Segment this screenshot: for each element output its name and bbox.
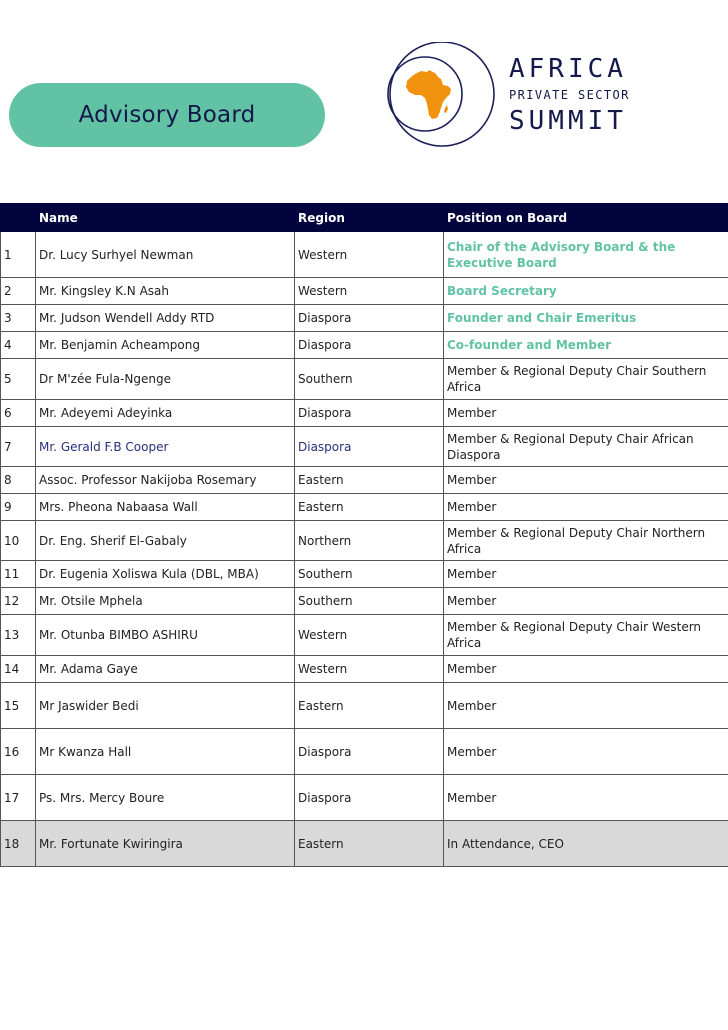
logo-line-summit: SUMMIT <box>509 106 627 136</box>
cell-position: Member <box>444 400 728 427</box>
cell-region: Northern <box>295 521 444 561</box>
cell-position: Board Secretary <box>444 278 728 305</box>
table-row <box>1 467 728 494</box>
table-row <box>1 305 728 332</box>
cell-region: Diaspora <box>295 305 444 332</box>
cell-region: Diaspora <box>295 775 444 821</box>
cell-position: Founder and Chair Emeritus <box>444 305 728 332</box>
cell-position: Member <box>444 775 728 821</box>
table-row <box>1 729 728 775</box>
advisory-board-table <box>0 203 728 867</box>
table-row <box>1 775 728 821</box>
table-row <box>1 521 728 561</box>
cell-position: Member <box>444 561 728 588</box>
cell-region: Diaspora <box>295 729 444 775</box>
cell-position: Member & Regional Deputy Chair African Diaspora <box>444 427 728 467</box>
cell-region: Western <box>295 615 444 656</box>
cell-region: Eastern <box>295 821 444 867</box>
cell-name: Mr. Otsile Mphela <box>36 588 295 615</box>
cell-position: Member <box>444 729 728 775</box>
cell-name: Dr. Eugenia Xoliswa Kula (DBL, MBA) <box>36 561 295 588</box>
table-row <box>1 359 728 400</box>
cell-name: Mr. Benjamin Acheampong <box>36 332 295 359</box>
cell-number: 6 <box>1 400 36 427</box>
cell-name: Dr M'zée Fula-Ngenge <box>36 359 295 400</box>
cell-region: Southern <box>295 561 444 588</box>
table-row <box>1 615 728 656</box>
cell-number: 16 <box>1 729 36 775</box>
cell-region: Diaspora <box>295 400 444 427</box>
logo-line-private-sector: PRIVATE SECTOR <box>509 88 630 102</box>
cell-name: Mr. Fortunate Kwiringira <box>36 821 295 867</box>
cell-name: Dr. Lucy Surhyel Newman <box>36 232 295 278</box>
cell-number: 15 <box>1 683 36 729</box>
cell-region: Southern <box>295 588 444 615</box>
cell-position: In Attendance, CEO <box>444 821 728 867</box>
cell-region: Western <box>295 278 444 305</box>
cell-region: Western <box>295 656 444 683</box>
cell-number: 1 <box>1 232 36 278</box>
cell-position: Chair of the Advisory Board & the Executive Board <box>444 232 728 278</box>
cell-region: Western <box>295 232 444 278</box>
cell-number: 12 <box>1 588 36 615</box>
table-row <box>1 588 728 615</box>
cell-position: Member <box>444 494 728 521</box>
cell-number: 18 <box>1 821 36 867</box>
cell-position: Member & Regional Deputy Chair Northern Africa <box>444 521 728 561</box>
cell-number: 4 <box>1 332 36 359</box>
logo-emblem-icon <box>385 42 505 148</box>
table-row <box>1 561 728 588</box>
cell-name: Assoc. Professor Nakijoba Rosemary <box>36 467 295 494</box>
cell-number: 8 <box>1 467 36 494</box>
cell-number: 7 <box>1 427 36 467</box>
table-row <box>1 232 728 278</box>
table-row <box>1 683 728 729</box>
cell-name: Mr. Gerald F.B Cooper <box>36 427 295 467</box>
cell-number: 17 <box>1 775 36 821</box>
advisory-board-title-pill <box>9 83 325 147</box>
header-number <box>1 204 36 232</box>
cell-region: Southern <box>295 359 444 400</box>
cell-position: Member <box>444 588 728 615</box>
cell-name: Mr Jaswider Bedi <box>36 683 295 729</box>
table-body <box>1 232 728 867</box>
cell-number: 14 <box>1 656 36 683</box>
cell-region: Diaspora <box>295 332 444 359</box>
cell-position: Member <box>444 656 728 683</box>
table-row <box>1 494 728 521</box>
cell-position: Member & Regional Deputy Chair Western Africa <box>444 615 728 656</box>
cell-position: Member <box>444 683 728 729</box>
table-row <box>1 332 728 359</box>
africa-map-icon <box>406 70 451 119</box>
cell-number: 2 <box>1 278 36 305</box>
table-row <box>1 400 728 427</box>
table-row <box>1 821 728 867</box>
cell-region: Diaspora <box>295 427 444 467</box>
cell-number: 5 <box>1 359 36 400</box>
cell-position: Member & Regional Deputy Chair Southern Africa <box>444 359 728 400</box>
cell-region: Eastern <box>295 683 444 729</box>
cell-position: Co-founder and Member <box>444 332 728 359</box>
cell-number: 13 <box>1 615 36 656</box>
cell-name: Mr. Adeyemi Adeyinka <box>36 400 295 427</box>
cell-name: Mr. Judson Wendell Addy RTD <box>36 305 295 332</box>
table-header-row <box>1 204 728 232</box>
cell-name: Mrs. Pheona Nabaasa Wall <box>36 494 295 521</box>
cell-name: Dr. Eng. Sherif El-Gabaly <box>36 521 295 561</box>
cell-number: 11 <box>1 561 36 588</box>
cell-name: Mr. Kingsley K.N Asah <box>36 278 295 305</box>
cell-number: 9 <box>1 494 36 521</box>
table-row <box>1 278 728 305</box>
logo-line-africa: AFRICA <box>509 54 627 84</box>
page-title: Advisory Board <box>78 102 256 128</box>
cell-name: Mr. Adama Gaye <box>36 656 295 683</box>
header-region: Region <box>295 204 444 232</box>
cell-region: Eastern <box>295 467 444 494</box>
cell-position: Member <box>444 467 728 494</box>
cell-name: Mr Kwanza Hall <box>36 729 295 775</box>
cell-name: Mr. Otunba BIMBO ASHIRU <box>36 615 295 656</box>
cell-number: 10 <box>1 521 36 561</box>
table-row <box>1 427 728 467</box>
header-position: Position on Board <box>444 204 728 232</box>
cell-name: Ps. Mrs. Mercy Boure <box>36 775 295 821</box>
header-name: Name <box>36 204 295 232</box>
africa-private-sector-summit-logo <box>385 42 645 148</box>
cell-number: 3 <box>1 305 36 332</box>
cell-region: Eastern <box>295 494 444 521</box>
table-row <box>1 656 728 683</box>
